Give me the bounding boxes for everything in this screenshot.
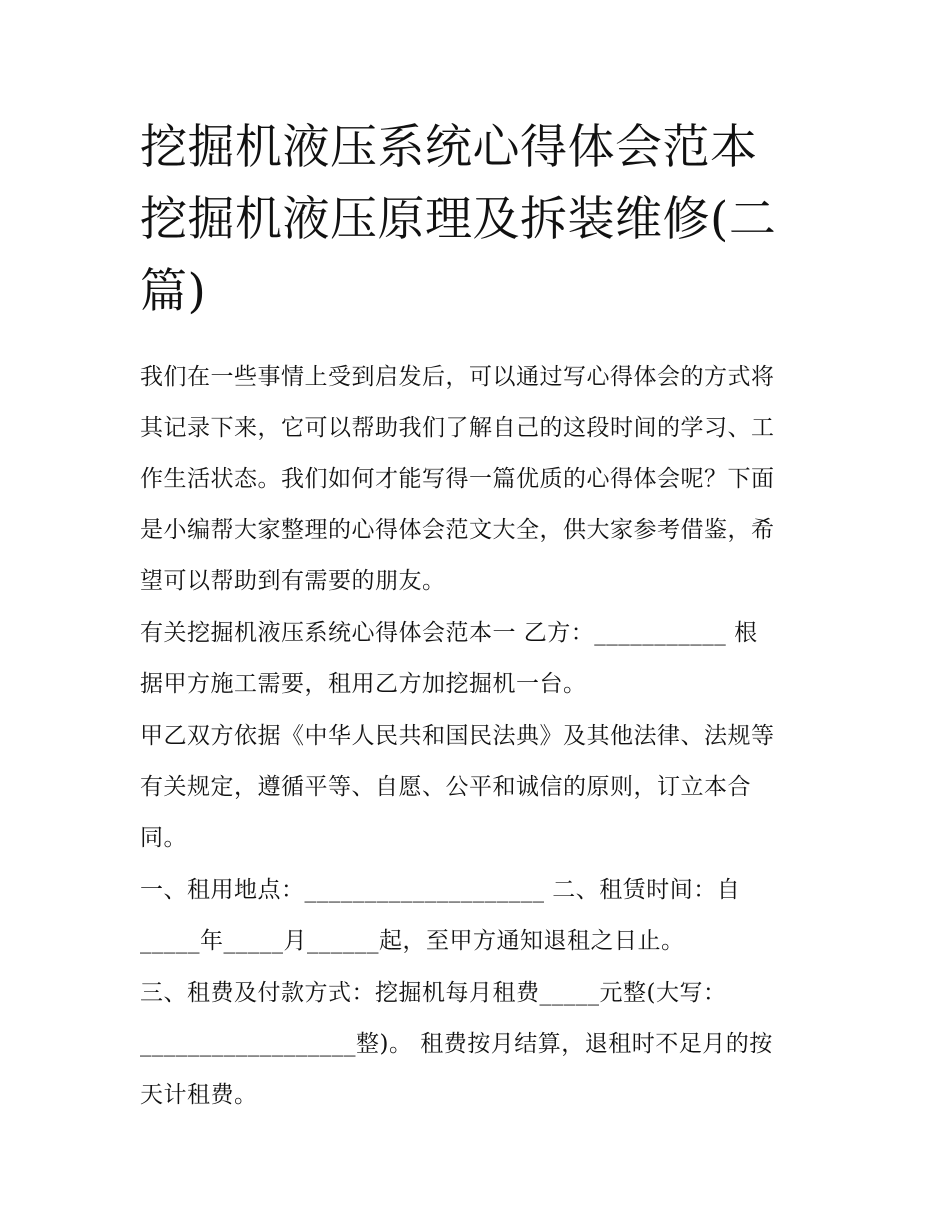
text-line: 望可以帮助到有需要的朋友。 [140,568,446,594]
text-line: 同。 [140,825,187,851]
text-line: 据甲方施工需要，租用乙方加挖掘机一台。 [140,671,587,697]
text-line: 甲乙双方依据《中华人民共和国民法典》及其他法律、法规等 [140,723,775,749]
text-line: 是小编帮大家整理的心得体会范文大全，供大家参考借鉴，希 [140,517,775,543]
text-line: 天计租费。 [140,1082,258,1108]
text-line: 一、租用地点：____________________ 二、租赁时间：自 [140,877,741,903]
text-line: 其记录下来，它可以帮助我们了解自己的这段时间的学习、工 [140,415,775,441]
text-line: 有关规定，遵循平等、自愿、公平和诚信的原则，订立本合 [140,774,751,800]
text-line: _____年_____月______起，至甲方通知退租之日止。 [140,928,685,954]
text-line: 我们在一些事情上受到启发后，可以通过写心得体会的方式将 [140,364,775,390]
title-line: 挖掘机液压系统心得体会范本 [140,120,758,175]
title-line: 篇) [140,264,207,319]
paragraph-location-term [140,865,820,967]
paragraph-legal-basis [140,711,820,864]
document-body [140,352,820,1122]
paragraph-party-b [140,608,820,710]
paragraph-fees [140,968,820,1121]
text-line: 有关挖掘机液压系统心得体会范本一 乙方：___________ 根 [140,620,758,646]
text-line: 作生活状态。我们如何才能写得一篇优质的心得体会呢？下面 [140,466,775,492]
text-line: 三、租费及付款方式：挖掘机每月租费_____元整(大写： [140,980,727,1006]
title-line: 挖掘机液压原理及拆装维修(二 [140,192,777,247]
document-title [140,112,830,328]
paragraph-intro [140,352,820,607]
text-line: __________________整)。 租费按月结算，退租时不足月的按 [140,1031,773,1057]
